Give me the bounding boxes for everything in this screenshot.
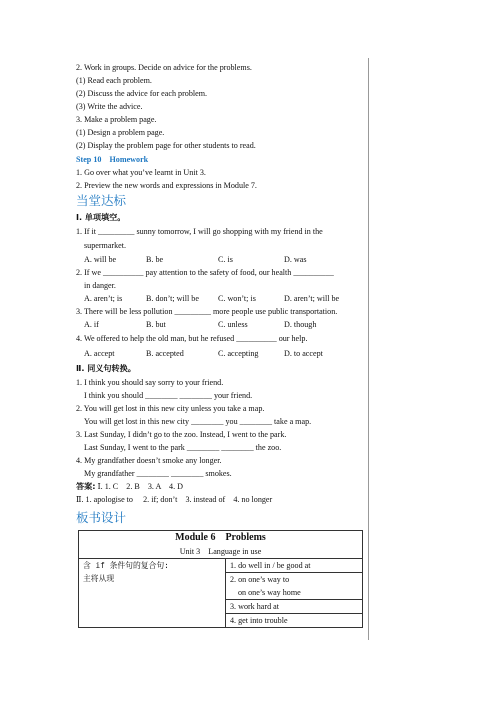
option: B. accepted xyxy=(146,349,184,358)
option: B. but xyxy=(146,320,166,329)
option: A. if xyxy=(84,320,99,329)
question-stem: 3. There will be less pollution _________ more people use public transportation. xyxy=(76,307,338,316)
option: C. is xyxy=(218,255,233,264)
part-title: Ⅱ. 同义句转换。 xyxy=(76,363,136,373)
step-heading: Step 10 Homework xyxy=(76,155,149,164)
board-title: Module 6 Problems xyxy=(175,532,266,543)
question-stem: 2. If we __________ pay attention to the safety of food, our health __________ xyxy=(76,268,334,277)
text-line: 2. Work in groups. Decide on advice for the problems. xyxy=(76,63,252,72)
text-line: 2. You will get lost in this new city unless you take a map. xyxy=(76,404,265,413)
board-left-line: 含 if 条件句的复合句: xyxy=(83,561,169,570)
board-left-line: 主将从现 xyxy=(83,574,115,583)
option: B. don’t; will be xyxy=(146,294,199,303)
board-left-cell xyxy=(79,559,226,628)
section-title: 当堂达标 xyxy=(76,193,127,208)
column-divider xyxy=(368,58,369,640)
board-right-line: 3. work hard at xyxy=(226,600,362,614)
question-stem: supermarket. xyxy=(84,241,127,250)
option: D. though xyxy=(284,320,317,329)
text-line: (1) Design a problem page. xyxy=(76,128,165,137)
option: A. will be xyxy=(84,255,117,264)
text-line: 3. Make a problem page. xyxy=(76,115,157,124)
option: D. was xyxy=(284,255,307,264)
answer-part1: Ⅰ. 1. C 2. B 3. A 4. D xyxy=(97,482,183,491)
text-line: You will get lost in this new city ________ you ________ take a map. xyxy=(84,417,312,426)
option: C. accepting xyxy=(218,349,259,358)
text-line: Last Sunday, I went to the park ________ ________ the zoo. xyxy=(84,443,282,452)
answer-line: Ⅱ. 1. apologise to 2. if; don’t 3. instead of 4. no longer xyxy=(76,495,273,504)
answer-label: 答案: xyxy=(76,481,96,491)
part-title: Ⅰ. 单项填空。 xyxy=(76,212,126,222)
text-line: 4. My grandfather doesn’t smoke any longer. xyxy=(76,456,222,465)
board-right-line: 4. get into trouble xyxy=(230,616,288,625)
option: A. accept xyxy=(84,349,115,358)
board-subtitle: Unit 3 Language in use xyxy=(179,547,262,556)
text-line: 2. Preview the new words and expressions in Module 7. xyxy=(76,181,257,190)
board-right-line xyxy=(226,573,362,600)
board-right-subline: on one’s way home xyxy=(238,588,301,597)
board-header xyxy=(79,531,363,559)
option: B. be xyxy=(146,255,164,264)
board-table xyxy=(78,530,363,628)
board-right-line: 1. do well in / be good at xyxy=(226,559,362,573)
text-line: (1) Read each problem. xyxy=(76,76,152,85)
text-line: (3) Write the advice. xyxy=(76,102,143,111)
text-line: I think you should ________ ________ your friend. xyxy=(84,391,253,400)
text-line: My grandfather ________ ________ smokes. xyxy=(84,469,232,478)
option: C. won’t; is xyxy=(218,294,256,303)
board-right-cell xyxy=(226,559,363,628)
text-line: (2) Discuss the advice for each problem. xyxy=(76,89,208,98)
answer-line xyxy=(76,481,183,492)
option: D. aren’t; will be xyxy=(284,294,340,303)
question-stem: in danger. xyxy=(84,281,116,290)
option: A. aren’t; is xyxy=(84,294,123,303)
board-right-subline: 2. on one’s way to xyxy=(230,575,290,584)
text-line: 3. Last Sunday, I didn’t go to the zoo. Instead, I went to the park. xyxy=(76,430,287,439)
text-line: 1. I think you should say sorry to your friend. xyxy=(76,378,224,387)
text-line: 1. Go over what you’ve learnt in Unit 3. xyxy=(76,168,206,177)
option: C. unless xyxy=(218,320,248,329)
text-line: (2) Display the problem page for other students to read. xyxy=(76,141,256,150)
board-section-title: 板书设计 xyxy=(76,510,127,525)
question-stem: 1. If it _________ sunny tomorrow, I will go shopping with my friend in the xyxy=(76,227,323,236)
option: D. to accept xyxy=(284,349,323,358)
question-stem: 4. We offered to help the old man, but he refused __________ our help. xyxy=(76,334,308,343)
